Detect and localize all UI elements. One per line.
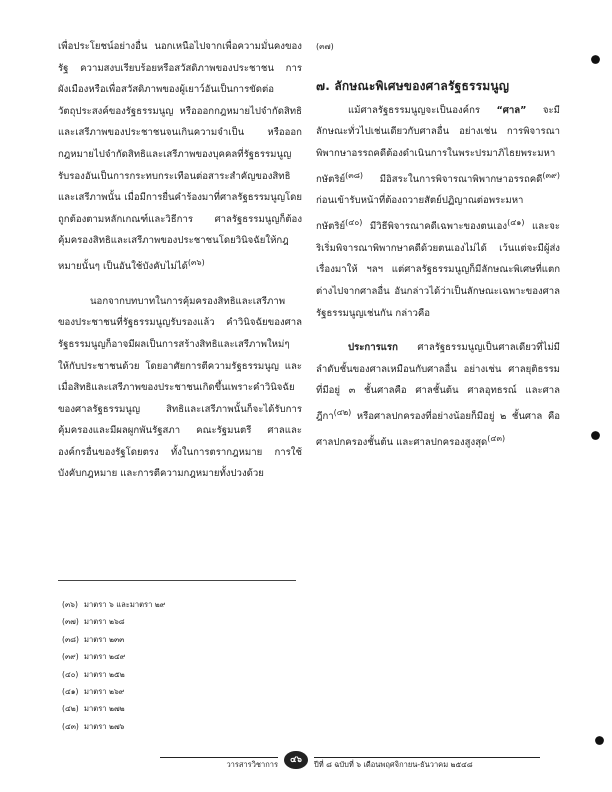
page-footer [160,751,540,771]
right-column [316,36,560,466]
scan-speck-icon [590,54,601,65]
footnote-ref: (๓๙) [542,170,560,180]
footnote-ref: (๔๑) [507,217,525,227]
footnote-item [62,683,292,700]
footnote-text: มาตรา ๒๔๙ [84,652,126,662]
paragraph-text: ศาลรัฐธรรมนูญเป็นศาลเดียวที่ไม่มีลำดับชั้นของศาลเหมือนกับศาลอื่น อย่างเช่น ศาลยุติธรรม ที่มีอยู่ ๓ ชั้นศาลคือ ศาลชั้นต้น ศาลอุทธรณ์ และศาลฎีกา [316,342,560,423]
footnotes [62,596,292,735]
paragraph-text: หรือศาลปกครองที่อย่างน้อยก็มีอยู่ ๒ ชั้นศาล คือ ศาลปกครองชั้นต้น และศาลปกครองสูงสุด [316,411,560,448]
scan-speck-icon [594,735,605,746]
paragraph-text: จะมีลักษณะทั่วไปเช่นเดียวกับศาลอื่น อย่างเช่น การพิจารณาพิพากษาอรรถคดีต้องดำเนินการในพระปรมาภิไธยพระมหากษัตริย์ [316,104,560,185]
footnote-text: มาตรา ๒๓๓ [84,634,125,644]
footnote-text: มาตรา ๒๕๒ [84,669,125,679]
footnote-number: (๓๖) [62,600,78,609]
footnote-ref: (๔๒) [333,407,352,417]
body-paragraph: นอกจากบทบาทในการคุ้มครองสิทธิและเสรีภาพของประชาชนที่รัฐธรรมนูญรับรองแล้ว คำวินิจฉัยของศาลรัฐธรรมนูญก็อาจมีผลเป็นการสร้างสิทธิและเสรีภาพใหม่ๆ ให้กับประชาชนด้วย โดยอาศัยการตีความรัฐธรรมนูญ และเมื่อสิทธิและเสรีภาพของประชาชนเกิดขึ้นเพราะคำวินิจฉัยของศาลรัฐธรรมนูญ สิทธิและเสรีภาพนั้นก็จะได้รับการคุ้มครองและมีผลผูกพันรัฐสภา คณะรัฐมนตรี ศาลและองค์กรอื่นของรัฐโดยตรง ทั้งในการตรากฎหมาย การใช้บังคับกฎหมาย และการตีความกฎหมายทั้งปวงด้วย [58,295,302,480]
body-paragraph-continuation [316,36,560,62]
footnote-number: (๔๓) [62,721,79,731]
footnote-number: (๓๙) [62,652,79,662]
footnote-ref: (๓๗) [316,42,334,51]
paragraph-text: และจะริเริ่มพิจารณาพิพากษาคดีด้วยตนเองไม่ได้ เว้นแต่จะมีผู้ส่งเรื่องมาให้ ฯลฯ แต่ศาลรัฐธรรมนูญก็มีลักษณะพิเศษที่แตกต่างไปจากศาลอื่น อันกล่าวได้ว่าเป็นลักษณะเฉพาะของศาลรัฐธรรมนูญเช่นกัน กล่าวคือ [316,221,561,319]
footnote-number: (๔๑) [62,687,79,697]
paragraph-text: เพื่อประโยชน์อย่างอื่น นอกเหนือไปจากเพื่อความมั่นคงของรัฐ ความสงบเรียบร้อยหรือสวัสดิภาพของประชาชน การผังเมืองหรือเพื่อสวัสดิภาพของผู้เยาว์อันเป็นการขัดต่อวัตถุประสงค์ของรัฐธรรมนูญ หรือออกกฎหมายไปจำกัดสิทธิและเสรีภาพของประชาชนจนเกินความจำเป็น หรือออกกฎหมายไปจำกัดสิทธิและเสรีภาพของบุคคลที่รัฐธรรมนูญรับรองอันเป็นการกระทบกระเทือนต่อสาระสำคัญของสิทธิและเสรีภาพนั้น เมื่อมีการยื่นคำร้องมาที่ศาลรัฐธรรมนูญโดยถูกต้องตามหลักเกณฑ์และวิธีการ ศาลรัฐธรรมนูญก็ต้องคุ้มครองสิทธิและเสรีภาพของประชาชนโดยวินิจฉัยให้กฎหมายนั้นๆ เป็นอันใช้บังคับไม่ได้ [58,41,302,273]
page-number-badge: ๔๖ [284,751,308,769]
body-paragraph [316,337,560,453]
footnote-text: มาตรา ๒๖๙ [84,687,125,697]
footnote-ref: (๓๘) [345,170,364,180]
footnote-item [62,666,292,683]
journal-name: วารสารวิชาการ [160,757,278,771]
first-point-label: ประการแรก [348,342,398,354]
footnote-item [62,596,292,613]
body-paragraph [316,100,560,324]
term-emphasis: “ศาล” [496,104,527,116]
footnote-text: มาตรา ๖ และมาตรา ๒๙ [84,600,166,609]
paragraph-text: มีอิสระในการพิจารณาพิพากษาอรรถคดี [363,173,543,185]
footnote-item [62,648,292,665]
scan-speck-icon [590,430,601,441]
footnote-number: (๓๘) [62,634,79,644]
footnote-item [62,631,292,648]
footnote-ref: (๔๓) [487,433,506,443]
footnote-item [62,613,292,630]
footnote-ref: (๓๖) [187,257,205,267]
paragraph-text: แม้ศาลรัฐธรรมนูญจะเป็นองค์กร [348,104,481,116]
footnote-text: มาตรา ๒๖๘ [84,617,125,627]
footnote-text: มาตรา ๒๗๖ [84,721,125,731]
footnote-item [62,700,292,717]
left-column [58,36,302,498]
paragraph-text: มีวิธีพิจารณาคดีเฉพาะของตนเอง [362,221,508,233]
footnote-number: (๔๒) [62,704,79,714]
issue-info: ปีที่ ๘ ฉบับที่ ๖ เดือนพฤศจิกายน-ธันวาคม ๒๕๔๘ [314,757,540,771]
footnote-ref: (๔๐) [345,217,363,227]
footnote-item [62,718,292,735]
paragraph-text: ก่อนเข้ารับหน้าที่ต้องถวายสัตย์ปฏิญาณต่อพระมหากษัตริย์ [316,195,524,233]
footnote-number: (๓๗) [62,617,79,627]
body-paragraph [58,36,302,278]
footnote-number: (๔๐) [62,669,79,679]
footnote-divider [58,580,296,581]
footnote-text: มาตรา ๒๗๒ [84,704,125,714]
section-heading: ๗. ลักษณะพิเศษของศาลรัฐธรรมนูญ [316,78,510,93]
